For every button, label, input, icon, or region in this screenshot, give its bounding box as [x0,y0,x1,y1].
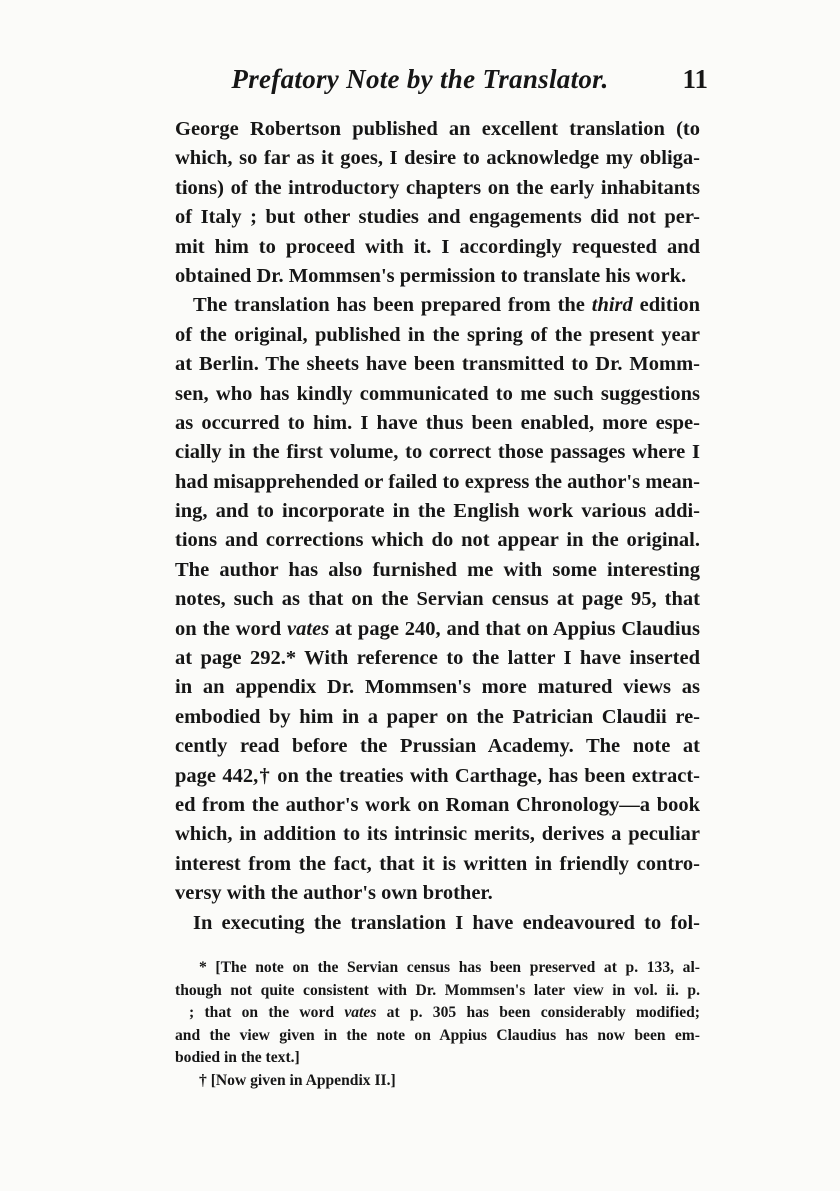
text-line: notes, such as that on the Servian census at page 95, that [175,588,700,611]
footnote-line: * [The note on the Servian census has been preserved at p. 133, al- [199,959,700,976]
text-line: embodied by him in a paper on the Patrician Claudii re- [175,705,700,728]
emphasis-vates: vates [287,617,330,640]
footnote-line: bodied in the text.] [175,1049,300,1066]
text-line: versy with the author's own brother. [175,882,493,905]
text-line: The author has also furnished me with some interesting [175,558,700,581]
text-line: at page 292.* With reference to the latter I have inserted [175,647,700,670]
text-line: cially in the first volume, to correct those passages where I [175,441,700,464]
text-line: obtained Dr. Mommsen's permission to translate his work. [175,264,687,287]
page-number: 11 [682,64,708,94]
text-line: which, in addition to its intrinsic merits, derives a peculiar [175,823,700,846]
footnote-emphasis-vates: vates [344,1004,377,1021]
emphasis-third: third [591,294,633,317]
footnote-line: and the view given in the note on Appius Claudius has now been em- [175,1026,700,1044]
text-line: In executing the translation I have endeavoured to fol- [193,911,700,934]
text-line: interest from the fact, that it is written in friendly contro- [175,852,700,875]
text-line: in an appendix Dr. Mommsen's more matured views as [175,676,700,699]
text-segment: at page 240, and that on Appius Claudius [335,617,700,640]
text-line [175,291,700,320]
text-segment: edition [639,294,700,317]
running-head: Prefatory Note by the Translator. [231,64,609,94]
text-segment: on the word [175,617,282,640]
text-line: mit him to proceed with it. I accordingly requested and [175,235,700,258]
text-line: tions and corrections which do not appear in the original. [175,529,700,552]
text-line: cently read before the Prussian Academy. The note at [175,735,700,758]
text-line: of the original, published in the spring of the present year [175,323,700,346]
text-line: ing, and to incorporate in the English work various addi- [175,500,700,523]
footnote-segment: ; that on the word [189,1004,335,1021]
body-text [175,115,700,938]
text-line: had misapprehended or failed to express the author's mean- [175,470,700,493]
footnote-segment: at p. 305 has been considerably modified; [386,1004,700,1021]
text-line [175,615,700,644]
text-line: ed from the author's work on Roman Chronology—a book [175,793,700,816]
text-line: George Robertson published an excellent translation (to [175,118,700,140]
footnote-line: though not quite consistent with Dr. Mommsen's later view in vol. ii. p. [175,981,700,999]
text-segment: The translation has been prepared from the [193,294,585,317]
text-line: as occurred to him. I have thus been enabled, more espe- [175,411,700,434]
text-line: at Berlin. The sheets have been transmitted to Dr. Momm- [175,353,700,376]
text-line: which, so far as it goes, I desire to acknowledge my obliga- [175,147,700,170]
text-line: sen, who has kindly communicated to me such suggestions [175,382,700,405]
footnotes [175,957,700,1092]
footnote-line [175,1002,700,1025]
text-line: tions) of the introductory chapters on the early inhabitants [175,176,700,199]
footnote-line: † [Now given in Appendix II.] [199,1071,396,1089]
page-header [0,64,840,98]
text-line: of Italy ; but other studies and engagements did not per- [175,206,700,229]
text-line: page 442,† on the treaties with Carthage, has been extract- [175,764,700,787]
